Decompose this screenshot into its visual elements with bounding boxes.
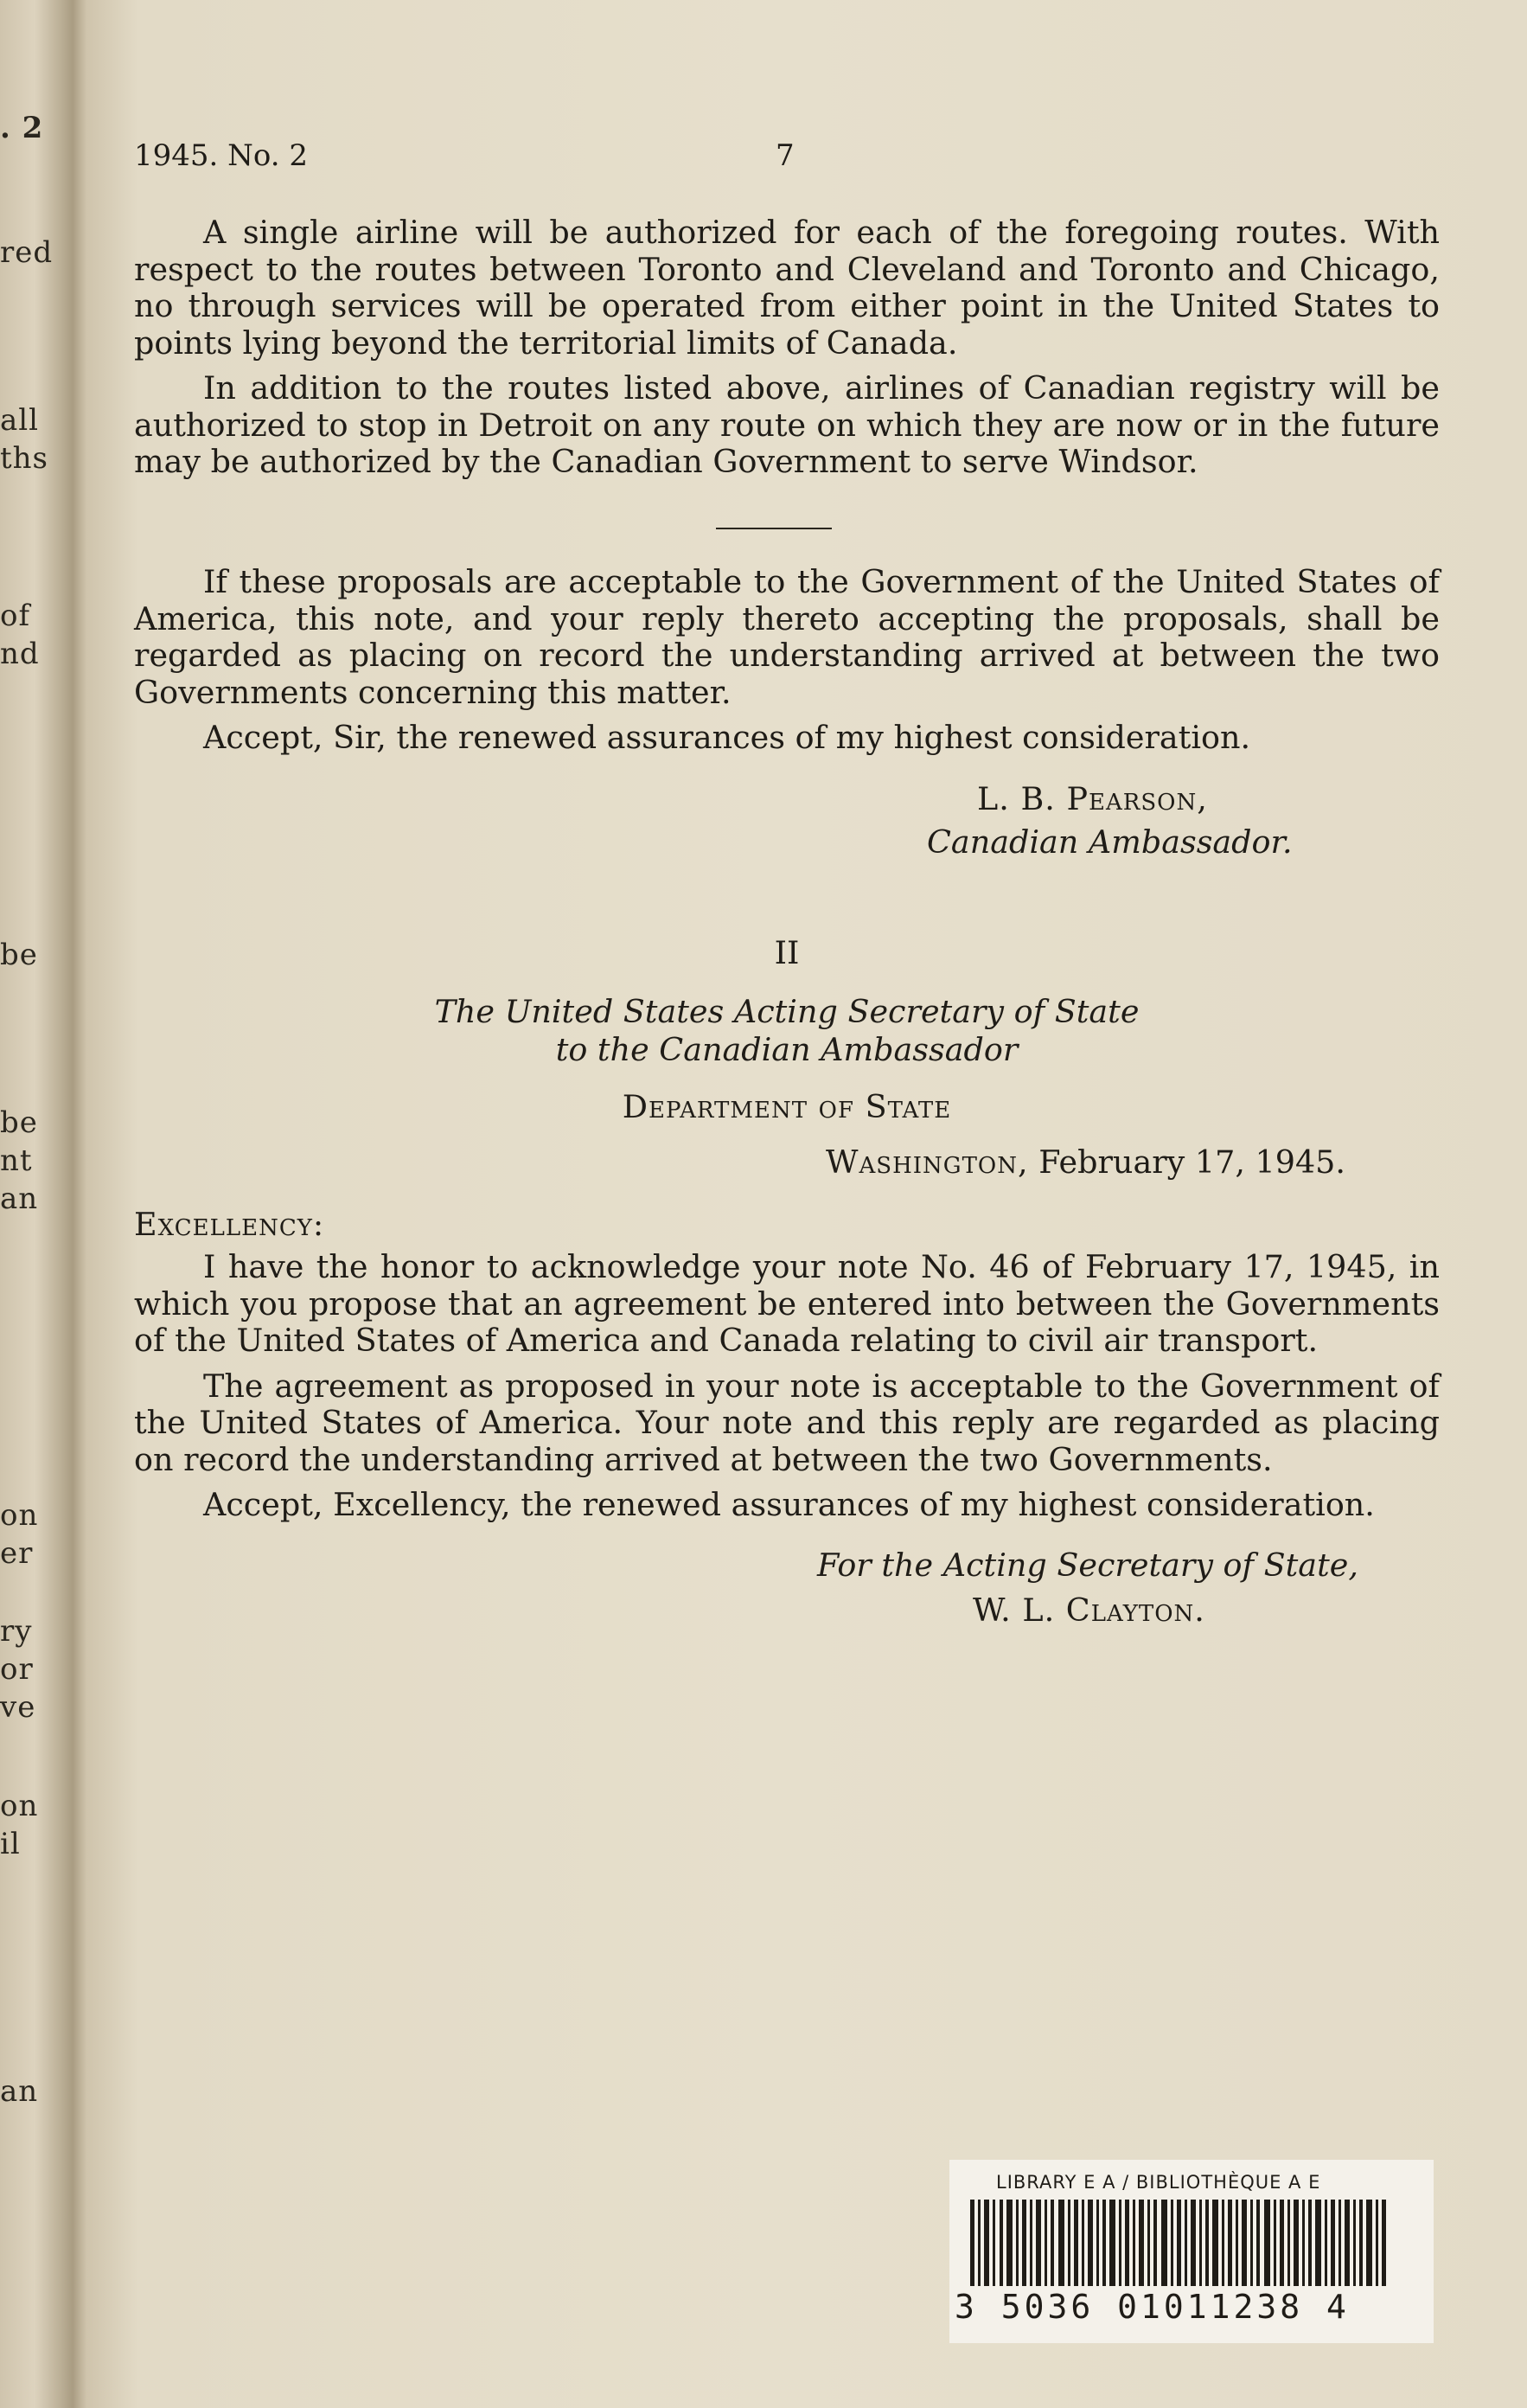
salutation: Excellency:	[134, 1206, 325, 1243]
facing-fragment: be	[0, 1105, 38, 1140]
signatory-name: L. B. Pearson,	[977, 780, 1208, 817]
paragraph: In addition to the routes listed above, airlines of Canadian registry will be authorized to stop in Detroit on any route on which they are now or in the future may be authorized by the Canadian Government to serve Windsor.	[134, 369, 1440, 480]
running-head	[134, 138, 1431, 182]
dateline-date: February 17, 1945.	[1038, 1143, 1346, 1181]
proposal-paragraphs	[134, 564, 1440, 757]
facing-fragment: nt	[0, 1143, 33, 1178]
reply-paragraphs	[134, 1249, 1440, 1524]
paragraph: If these proposals are acceptable to the Government of the United States of America, this note, and your reply thereto accepting the proposals, shall be regarded as placing on record the understanding arrived at between the two Governments concerning this matter.	[134, 563, 1440, 711]
facing-fragment: . 2	[0, 111, 44, 145]
facing-fragment: on	[0, 1789, 39, 1823]
page-number: 7	[776, 138, 795, 173]
paragraph: Accept, Sir, the renewed assurances of my highest consideration.	[203, 719, 1251, 756]
barcode-icon	[962, 2200, 1420, 2286]
facing-fragment: ths	[0, 441, 49, 476]
dateline	[826, 1143, 1345, 1181]
facing-fragment: an	[0, 2074, 39, 2109]
paragraph: I have the honor to acknowledge your note No. 46 of February 17, 1945, in which you propose that an agreement be entered into between the Governments of the United States of America and Canada relating to civil air transport.	[134, 1248, 1440, 1359]
facing-fragment: il	[0, 1827, 21, 1861]
paragraph: Accept, Excellency, the renewed assurances of my highest consideration.	[203, 1486, 1375, 1523]
facing-fragment: an	[0, 1182, 39, 1216]
route-paragraphs	[134, 215, 1440, 481]
facing-fragment: nd	[0, 637, 40, 671]
paragraph: A single airline will be authorized for each of the foregoing routes. With respect to the routes between Toronto and Cleveland and Toronto and Chicago, no through services will be operated from either point in the United States to points lying beyond the territorial limits of Canada.	[134, 214, 1440, 362]
department-line: Department of State	[622, 1088, 952, 1125]
facing-fragment: ve	[0, 1690, 36, 1725]
library-barcode-label	[949, 2160, 1434, 2343]
facing-fragment: be	[0, 938, 38, 972]
facing-fragment: of	[0, 599, 31, 633]
facing-fragment: er	[0, 1536, 34, 1571]
facing-fragment: all	[0, 403, 40, 438]
year-number: 1945. No. 2	[134, 138, 309, 173]
separator-rule	[716, 528, 832, 529]
signature-for-line: For the Acting Secretary of State,	[817, 1547, 1358, 1584]
facing-fragment: ry	[0, 1614, 33, 1649]
barcode-number: 3 5036 01011238 4	[955, 2288, 1350, 2326]
signatory-title: Canadian Ambassador.	[927, 823, 1293, 861]
facing-page-edge	[0, 0, 69, 2408]
paragraph: The agreement as proposed in your note is acceptable to the Government of the United States of America. Your note and this reply are regarded as placing on record the understanding arrived at between the two Governments.	[134, 1367, 1440, 1478]
facing-fragment: on	[0, 1498, 39, 1533]
facing-fragment: red	[0, 235, 54, 270]
heading-line: The United States Acting Secretary of State	[434, 993, 1140, 1030]
dateline-city: Washington,	[826, 1143, 1029, 1181]
library-name: LIBRARY E A / BIBLIOTHÈQUE A E	[996, 2172, 1321, 2193]
signatory-name: W. L. Clayton.	[973, 1591, 1205, 1629]
facing-fragment: or	[0, 1652, 34, 1687]
section-number: II	[774, 934, 800, 971]
heading-line: to the Canadian Ambassador	[555, 1031, 1019, 1068]
